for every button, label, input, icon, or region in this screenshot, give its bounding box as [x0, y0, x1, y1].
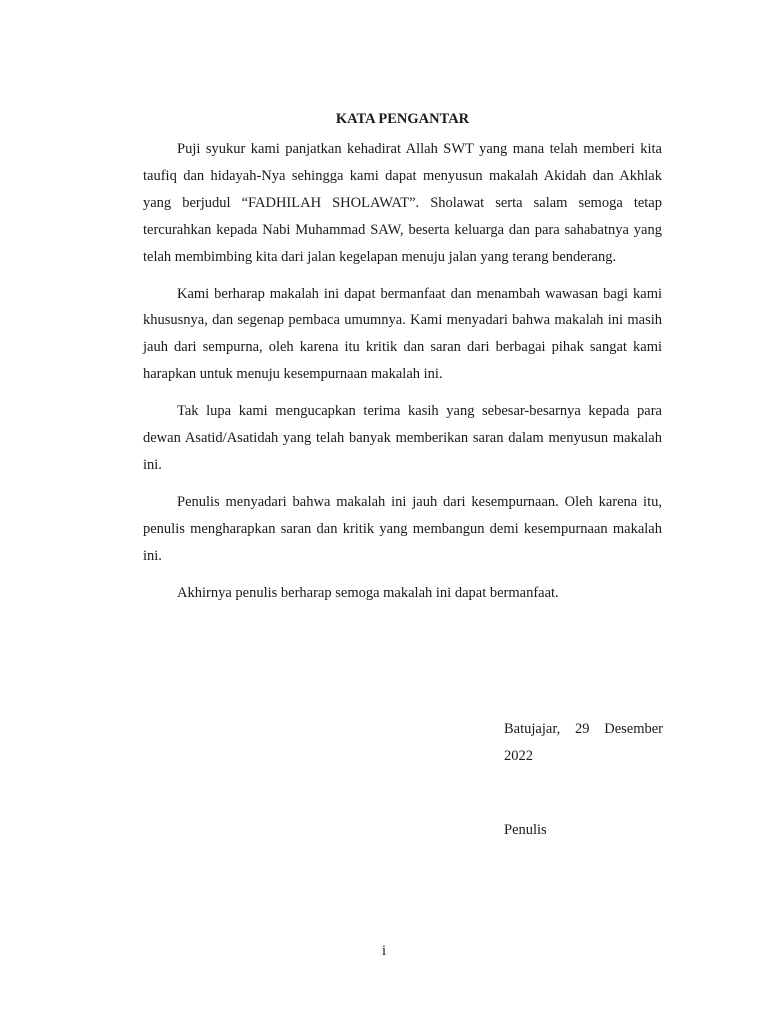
document-body — [143, 108, 662, 617]
signature-block — [504, 716, 663, 844]
page-title: KATA PENGANTAR — [335, 111, 470, 127]
paragraph-thanks: Tak lupa kami mengucapkan terima kasih yang sebesar-besarnya kepada para dewan Asatid/Asatidah yang telah banyak memberikan saran dalam menyusun makalah ini. — [143, 403, 662, 473]
signature-role: Penulis — [504, 821, 547, 838]
paragraph-imperfection: Penulis menyadari bahwa makalah ini jauh dari kesempurnaan. Oleh karena itu, penulis mengharapkan saran dan kritik yang membangun demi kesempurnaan makalah ini. — [143, 493, 662, 564]
paragraph-opening: Puji syukur kami panjatkan kehadirat Allah SWT yang mana telah memberi kita taufiq dan hidayah-Nya sehingga kami dapat menyusun makalah Akidah dan Akhlak yang berjudul “FADHILAH SHOLAWAT”. Sholawat serta salam semoga tetap tercurahkan kepada Nabi Muhammad SAW, beserta keluarga dan para sahabatnya yang telah membimbing kita dari jalan kegelapan menuju jalan yang terang benderang. — [143, 141, 662, 265]
page-number: i — [381, 943, 387, 959]
paragraph-closing: Akhirnya penulis berharap semoga makalah ini dapat bermanfaat. — [177, 584, 559, 601]
signature-place-date: Batujajar, 29 Desember 2022 — [504, 721, 663, 764]
paragraph-hope: Kami berharap makalah ini dapat bermanfaat dan menambah wawasan bagi kami khususnya, dan segenap pembaca umumnya. Kami menyadari bahwa makalah ini masih jauh dari sempurna, oleh karena itu kritik dan saran dari berbagai pihak sangat kami harapkan untuk menuju kesempurnaan makalah ini. — [143, 285, 662, 383]
